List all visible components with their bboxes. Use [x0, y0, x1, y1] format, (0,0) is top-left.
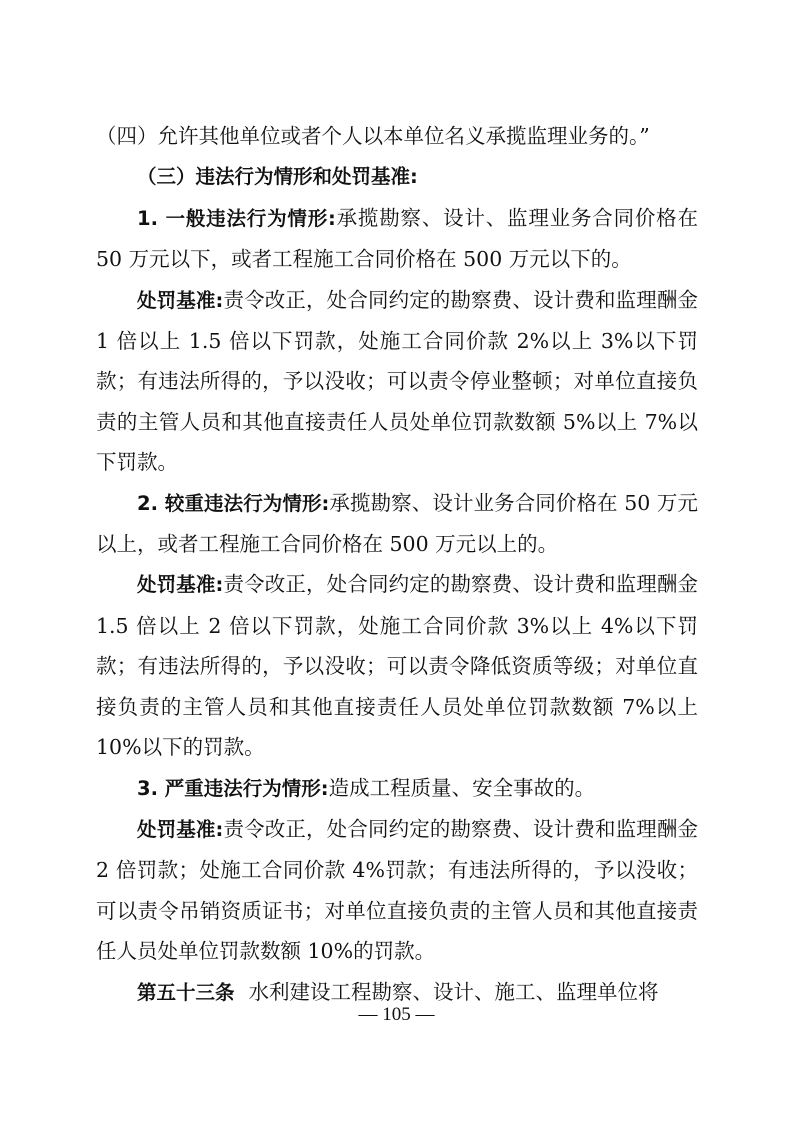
- paragraph-text: （四）允许其他单位或者个人以本单位名义承揽监理业务的。”: [96, 124, 650, 148]
- document-page: [96, 116, 698, 1013]
- article-label: 第五十三条: [137, 980, 235, 1004]
- case-text: 承揽勘察、设计业务合同价格在 50 万元以上，或者工程施工合同价格在 500 万元以上的。: [96, 490, 698, 557]
- section-heading: [96, 156, 698, 197]
- case-label: 1. 一般违法行为情形:: [137, 206, 336, 230]
- penalty-severe: [96, 809, 698, 972]
- case-label: 2. 较重违法行为情形:: [137, 491, 330, 515]
- case-general: [96, 198, 698, 280]
- penalty-text: 责令改正，处合同约定的勘察费、设计费和监理酬金 1 倍以上 1.5 倍以下罚款，处施工合同价款 2%以上 3%以下罚款；有违法所得的，予以没收；可以责令停业整顿；对单位直接负责的主管人员和其他直接责任人员处单位罚款数额 5%以上 7%以下罚款。: [96, 287, 698, 475]
- article-text: 水利建设工程勘察、设计、施工、监理单位将: [248, 979, 659, 1004]
- penalty-text: 责令改正，处合同约定的勘察费、设计费和监理酬金 2 倍罚款；处施工合同价款 4%罚款；有违法所得的，予以没收；可以责令吊销资质证书；对单位直接负责的主管人员和其他直接责任人员处单位罚款数额 10%的罚款。: [96, 816, 698, 964]
- case-label: 3. 严重违法行为情形:: [137, 776, 329, 800]
- paragraph-item-4: [96, 116, 698, 156]
- penalty-text: 责令改正，处合同约定的勘察费、设计费和监理酬金 1.5 倍以上 2 倍以下罚款，处施工合同价款 3%以上 4%以下罚款；有违法所得的，予以没收；可以责令降低资质等级；对单位直接负责的主管人员和其他直接责任人员处单位罚款数额 7%以上 10%以下的罚款。: [96, 572, 698, 760]
- section-heading-text: （三）违法行为情形和处罚基准:: [137, 165, 418, 189]
- page-number: — 105 —: [358, 1004, 435, 1025]
- penalty-label: 处罚基准:: [137, 288, 224, 312]
- penalty-general: [96, 280, 698, 483]
- penalty-label: 处罚基准:: [137, 573, 224, 597]
- case-text: 造成工程质量、安全事故的。: [328, 775, 596, 800]
- penalty-serious: [96, 564, 698, 767]
- case-serious: [96, 483, 698, 565]
- case-text: 承揽勘察、设计、监理业务合同价格在 50 万元以下，或者工程施工合同价格在 500 万元以下的。: [96, 205, 698, 272]
- case-severe: [96, 768, 698, 809]
- penalty-label: 处罚基准:: [137, 817, 224, 841]
